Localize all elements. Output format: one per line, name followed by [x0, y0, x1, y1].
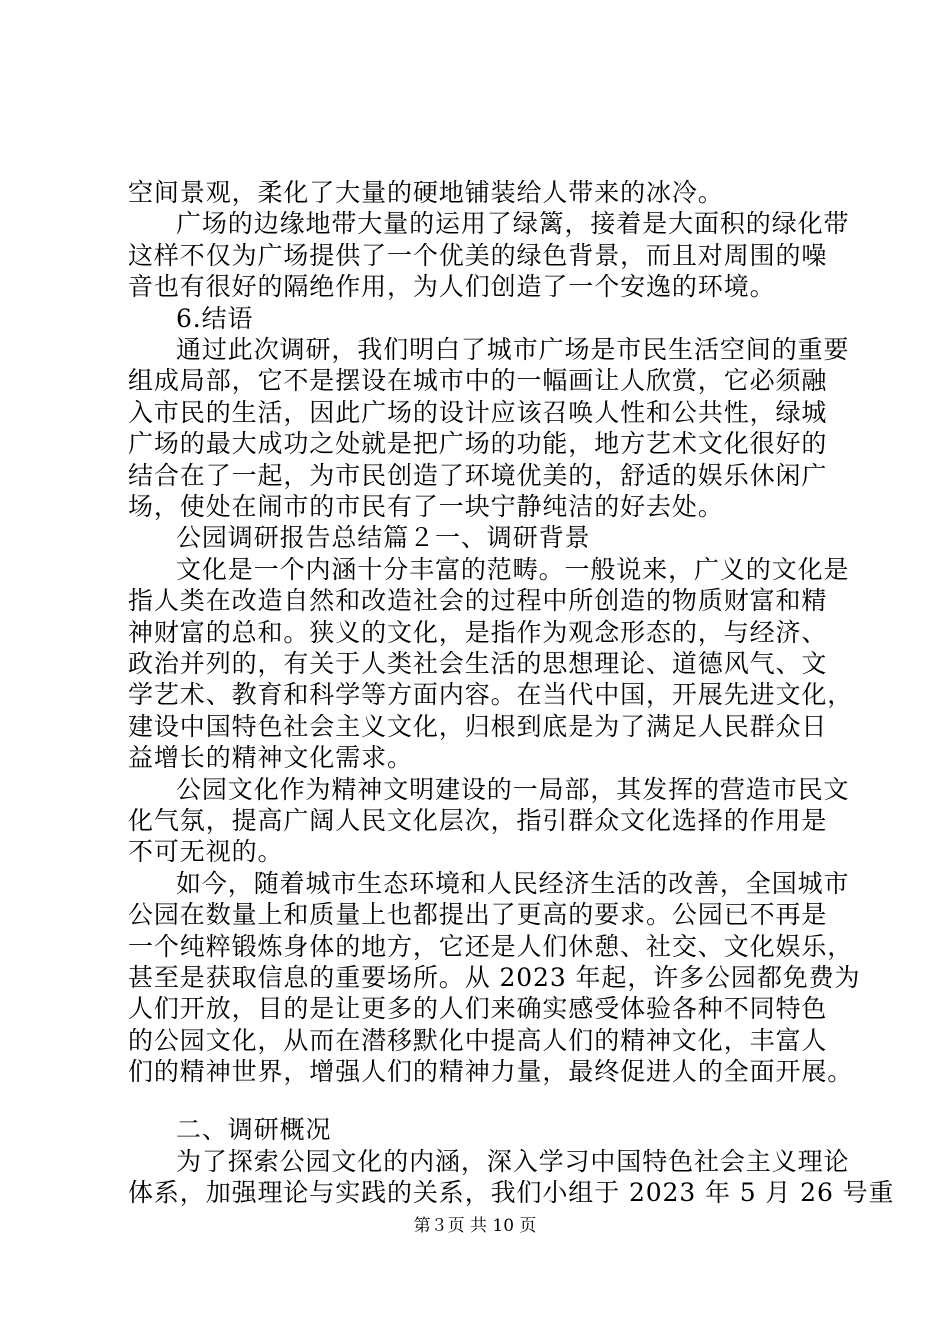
text-line: 的公园文化，从而在潜移默化中提高人们的精神文化，丰富人 [128, 1026, 828, 1055]
text-line: 入市民的生活，因此广场的设计应该召唤人性和公共性，绿城 [128, 398, 828, 427]
text-line: 公园在数量上和质量上也都提出了更高的要求。公园已不再是 [128, 900, 828, 929]
text-line: 组成局部，它不是摆设在城市中的一幅画让人欣赏，它必须融 [128, 366, 828, 395]
text-line: 神财富的总和。狭义的文化，是指作为观念形态的，与经济、 [128, 618, 828, 647]
text-line: 人们开放，目的是让更多的人们来确实感受体验各种不同特色 [128, 994, 828, 1023]
text-line: 空间景观，柔化了大量的硬地铺装给人带来的冰冷。 [128, 178, 724, 207]
text-line: 广场的边缘地带大量的运用了绿篱，接着是大面积的绿化带 [176, 209, 850, 238]
text-line: 们的精神世界，增强人们的精神力量，最终促进人的全面开展。 [128, 1057, 854, 1086]
text-line: 化气氛，提高广阔人民文化层次，指引群众文化选择的作用是 [128, 806, 828, 835]
text-line: 结合在了一起，为市民创造了环境优美的，舒适的娱乐休闲广 [128, 461, 828, 490]
text-line: 指人类在改造自然和改造社会的过程中所创造的物质财富和精 [128, 586, 828, 615]
text-line: 建设中国特色社会主义文化，归根到底是为了满足人民群众日 [128, 712, 828, 741]
section-heading: 公园调研报告总结篇２一、调研背景 [176, 523, 591, 552]
text-line: 场，使处在闹市的市民有了一块宁静纯洁的好去处。 [128, 492, 724, 521]
text-line: 益增长的精神文化需求。 [128, 743, 413, 772]
text-line: 广场的最大成功之处就是把广场的功能，地方艺术文化很好的 [128, 429, 828, 458]
text-line: 这样不仅为广场提供了一个优美的绿色背景，而且对周围的噪 [128, 241, 828, 270]
page-footer: 第３页 共 10 页 [413, 1216, 537, 1236]
text-line: 甚至是获取信息的重要场所。从 2023 年起，许多公园都免费为 [128, 963, 861, 992]
section-heading: 6.结语 [176, 304, 254, 333]
section-heading: 二、调研概况 [176, 1115, 332, 1144]
text-line: 不可无视的。 [128, 837, 284, 866]
text-line: 体系，加强理论与实践的关系，我们小组于 2023 年 5 月 26 号重 [128, 1178, 895, 1207]
text-line: 公园文化作为精神文明建设的一局部，其发挥的营造市民文 [176, 775, 850, 804]
text-line: 如今，随着城市生态环境和人民经济生活的改善，全国城市 [176, 869, 850, 898]
text-line: 为了探索公园文化的内涵，深入学习中国特色社会主义理论 [176, 1147, 850, 1176]
text-line: 政治并列的，有关于人类社会生活的思想理论、道德风气、文 [128, 649, 828, 678]
text-line: 一个纯粹锻炼身体的地方，它还是人们休憩、社交、文化娱乐， [128, 932, 854, 961]
text-line: 通过此次调研，我们明白了城市广场是市民生活空间的重要 [176, 335, 850, 364]
text-line: 学艺术、教育和科学等方面内容。在当代中国，开展先进文化， [128, 680, 854, 709]
text-line: 文化是一个内涵十分丰富的范畴。一般说来，广义的文化是 [176, 555, 850, 584]
text-line: 音也有很好的隔绝作用，为人们创造了一个安逸的环境。 [128, 272, 776, 301]
